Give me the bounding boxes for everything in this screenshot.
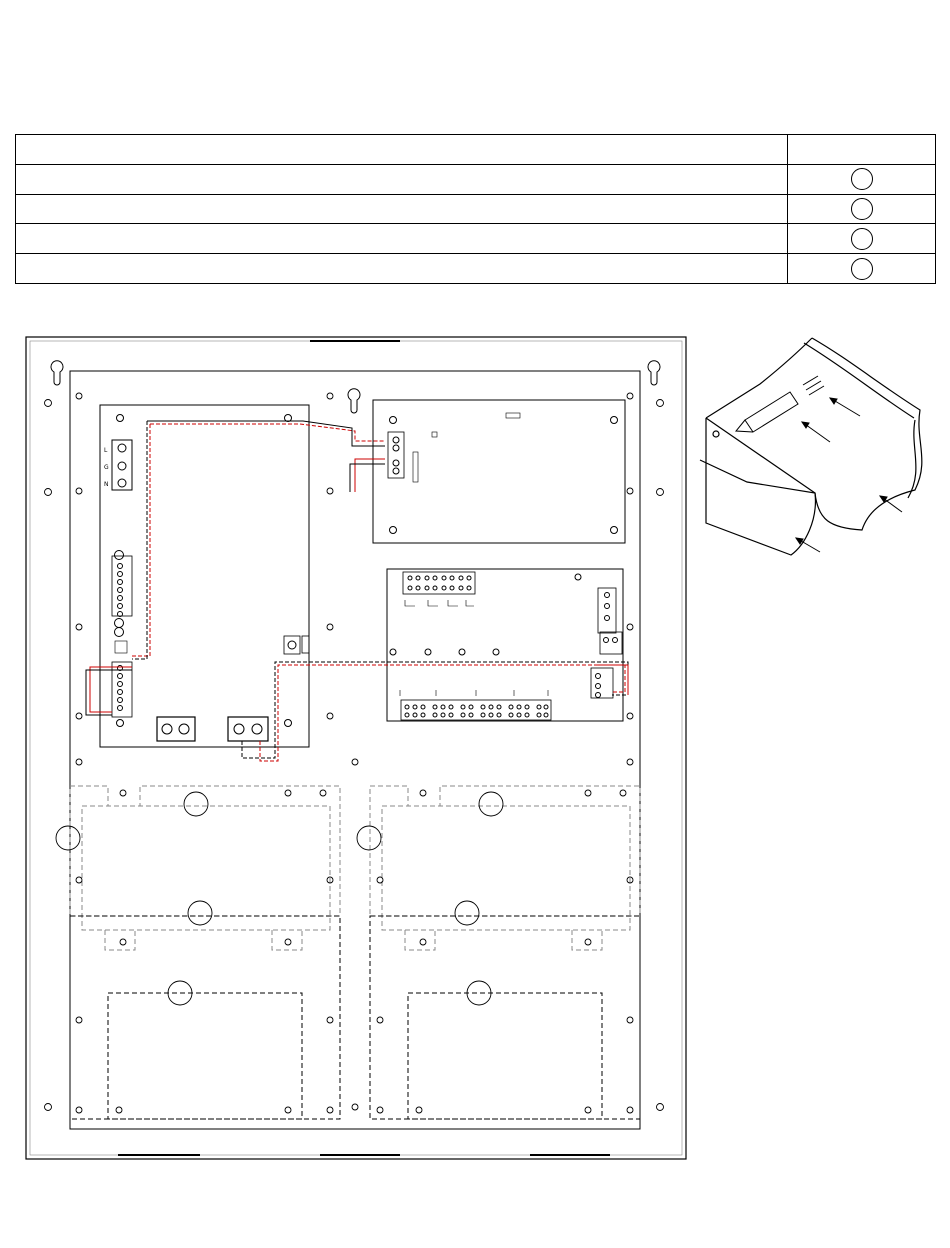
module-standoff-icons: [56, 790, 633, 1113]
module-mount-outlines: [70, 916, 640, 1119]
controller-board: [373, 400, 625, 543]
optional-module-outlines: [70, 786, 640, 950]
standoff-icon: [736, 376, 824, 432]
terminal-label-l: L: [104, 447, 108, 454]
wiring: [86, 421, 628, 761]
terminal-label-n: N: [104, 481, 109, 488]
enclosure-outline: [26, 337, 686, 1159]
standoff-detail-inset: [700, 338, 922, 555]
terminal-label-g: G: [104, 464, 109, 471]
distribution-board: [387, 569, 623, 721]
screw-hole-icon: [45, 393, 664, 1111]
terminal-labels: [104, 447, 109, 488]
